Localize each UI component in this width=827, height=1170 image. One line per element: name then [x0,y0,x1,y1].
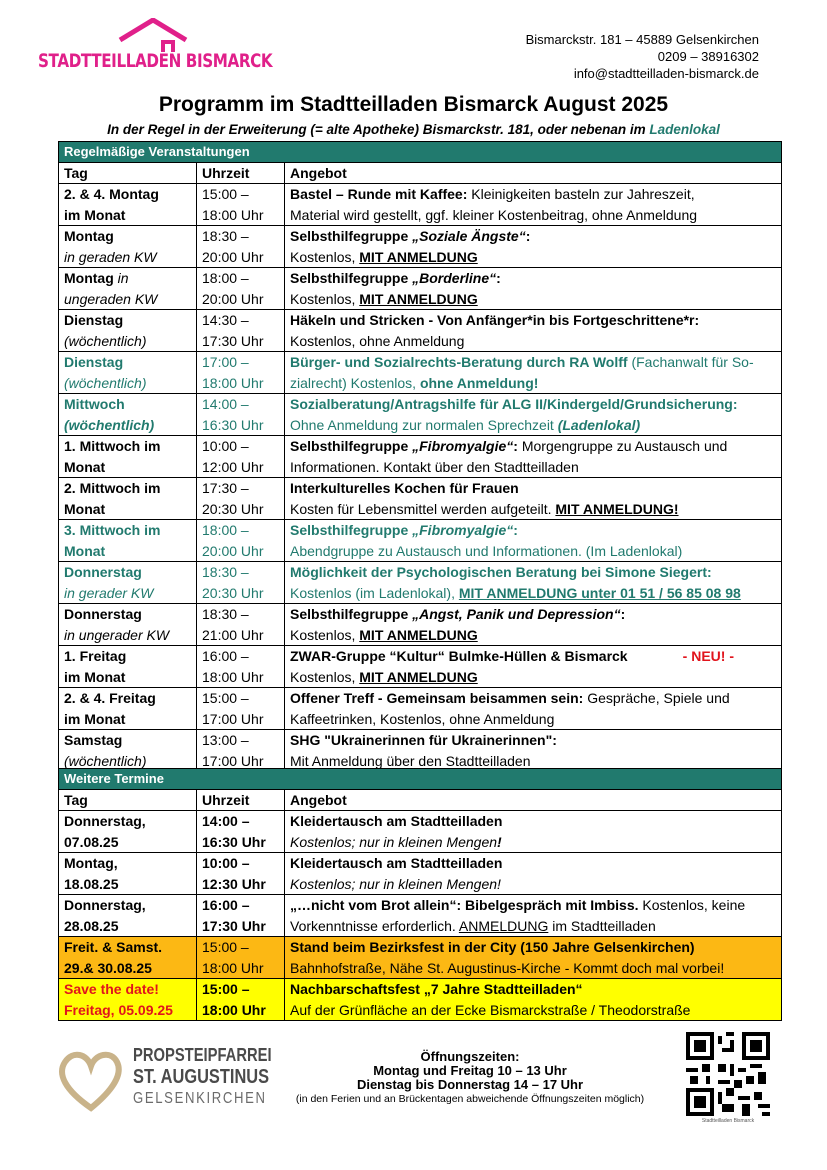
day-cell: Dienstag (wöchentlich) [59,310,197,352]
parish-logo-line3: GELSENKIRCHEN [133,1090,267,1107]
table-row [59,310,782,352]
section-header: Weitere Termine [59,769,782,790]
offer-cell: Selbsthilfegruppe „Soziale Ängste“: Kostenlos, MIT ANMELDUNG [285,226,782,268]
day-cell: Donnerstag in gerader KW [59,562,197,604]
table-row [59,520,782,562]
heart-icon [55,1044,127,1116]
time-cell: 17:30 – 20:30 Uhr [197,478,285,520]
time-cell: 16:00 – 18:00 Uhr [197,646,285,688]
page-subtitle [0,122,827,137]
table-row [59,811,782,853]
stadtteilladen-logo [38,18,273,80]
table-row [59,562,782,604]
time-cell: 14:00 – 16:30 Uhr [197,394,285,436]
qr-code-icon[interactable] [686,1032,770,1116]
qr-caption: Stadtteilladen Bismarck [701,1118,755,1124]
subtitle-location: Ladenlokal [649,122,720,137]
offer-cell: Stand beim Bezirksfest in der City (150 Jahre Gelsenkirchen) Bahnhofstraße, Nähe St. Augustinus-Kirche - Kommt doch mal vorbei! [285,937,782,979]
time-cell: 18:30 – 21:00 Uhr [197,604,285,646]
parish-logo-line1: PROPSTEIPFARREI [133,1045,272,1065]
opening-hours [280,1050,660,1106]
column-header-offer: Angebot [285,790,782,811]
day-cell: Mittwoch (wöchentlich) [59,394,197,436]
parish-logo-line2: ST. AUGUSTINUS [133,1066,270,1088]
time-cell: 15:00 – 18:00 Uhr [197,937,285,979]
time-cell: 10:00 – 12:00 Uhr [197,436,285,478]
table-row [59,352,782,394]
hours-title: Öffnungszeiten: [420,1049,520,1064]
logo-text: STADTTEILLADEN BISMARCK [38,50,273,72]
offer-cell: Selbsthilfegruppe „Fibromyalgie“: Abendgruppe zu Austausch und Informationen. (Im Ladenlokal) [285,520,782,562]
address-phone: 0209 – 38916302 [657,49,759,64]
table-row [59,268,782,310]
column-header-time: Uhrzeit [197,790,285,811]
hours-note: (in den Ferien und an Brückentagen abweichende Öffnungszeiten möglich) [295,1093,645,1105]
address-block [526,31,759,82]
offer-cell: Offener Treff - Gemeinsam beisammen sein: Gespräche, Spiele und Kaffeetrinken, Kostenlos, ohne Anmeldung [285,688,782,730]
offer-cell: Nachbarschaftsfest „7 Jahre Stadtteilladen“ Auf der Grünfläche an der Ecke Bismarckstraße / Theodorstraße [285,979,782,1021]
table-row [59,436,782,478]
table-row [59,478,782,520]
day-cell: Samstag (wöchentlich) [59,730,197,772]
day-cell: Donnerstag, 07.08.25 [59,811,197,853]
day-cell: Donnerstag, 28.08.25 [59,895,197,937]
day-cell: Dienstag (wöchentlich) [59,352,197,394]
table-row [59,394,782,436]
offer-cell: Bürger- und Sozialrechts-Beratung durch RA Wolff (Fachanwalt für So- zialrecht) Kostenlos, ohne Anmeldung! [285,352,782,394]
table-row [59,646,782,688]
day-cell: 2. & 4. Freitag im Monat [59,688,197,730]
table-row [59,604,782,646]
offer-cell: Selbsthilfegruppe „Angst, Panik und Depression“: Kostenlos, MIT ANMELDUNG [285,604,782,646]
day-cell: 1. Freitag im Monat [59,646,197,688]
table-row [59,688,782,730]
column-header-time: Uhrzeit [197,163,285,184]
table-row [59,853,782,895]
time-cell: 14:30 – 17:30 Uhr [197,310,285,352]
house-icon [118,18,188,54]
table-row-highlight [59,979,782,1021]
further-events-table [58,768,782,1021]
time-cell: 18:30 – 20:00 Uhr [197,226,285,268]
day-cell: Montag in geraden KW [59,226,197,268]
address-street: Bismarckstr. 181 – 45889 Gelsenkirchen [525,32,759,47]
day-cell: Montag in ungeraden KW [59,268,197,310]
offer-cell: Sozialberatung/Antragshilfe für ALG II/Kindergeld/Grundsicherung: Ohne Anmeldung zur normalen Sprechzeit (Ladenlokal) [285,394,782,436]
day-cell: Freit. & Samst. 29.& 30.08.25 [59,937,197,979]
time-cell: 15:00 – 18:00 Uhr [197,184,285,226]
time-cell: 14:00 – 16:30 Uhr [197,811,285,853]
subtitle-main: In der Regel in der Erweiterung (= alte Apotheke) Bismarckstr. 181, oder nebenan im [107,122,650,137]
time-cell: 10:00 – 12:30 Uhr [197,853,285,895]
column-header-day: Tag [59,163,197,184]
offer-cell: Kleidertausch am Stadtteilladen Kostenlos; nur in kleinen Mengen! [285,811,782,853]
table-row-highlight [59,937,782,979]
offer-cell: Kleidertausch am Stadtteilladen Kostenlos; nur in kleinen Mengen! [285,853,782,895]
time-cell: 15:00 – 17:00 Uhr [197,688,285,730]
offer-cell: „…nicht vom Brot allein“: Bibelgespräch mit Imbiss. Kostenlos, keine Vorkenntnisse erforderlich. ANMELDUNG im Stadtteilladen [285,895,782,937]
offer-cell: Selbsthilfegruppe „Fibromyalgie“: Morgengruppe zu Austausch und Informationen. Kontakt über den Stadtteilladen [285,436,782,478]
time-cell: 18:00 – 20:00 Uhr [197,520,285,562]
offer-cell: Interkulturelles Kochen für Frauen Kosten für Lebensmittel werden aufgeteilt. MIT ANMELDUNG! [285,478,782,520]
table-row [59,226,782,268]
offer-cell: Bastel – Runde mit Kaffee: Kleinigkeiten basteln zur Jahreszeit, Material wird gestellt, ggf. kleiner Kostenbeitrag, ohne Anmeldung [285,184,782,226]
offer-cell: SHG "Ukrainerinnen für Ukrainerinnen": Mit Anmeldung über den Stadtteilladen [285,730,782,772]
column-header-day: Tag [59,790,197,811]
time-cell: 15:00 – 18:00 Uhr [197,979,285,1021]
offer-cell: Möglichkeit der Psychologischen Beratung bei Simone Siegert: Kostenlos (im Ladenlokal), MIT ANMELDUNG unter 01 51 / 56 85 08 98 [285,562,782,604]
hours-line2: Dienstag bis Donnerstag 14 – 17 Uhr [356,1077,584,1092]
day-cell: 2. Mittwoch im Monat [59,478,197,520]
table-row [59,895,782,937]
day-cell: Save the date! Freitag, 05.09.25 [59,979,197,1021]
day-cell: Montag, 18.08.25 [59,853,197,895]
parish-logo [55,1040,285,1120]
offer-cell: Häkeln und Stricken - Von Anfänger*in bis Fortgeschrittene*r: Kostenlos, ohne Anmeldung [285,310,782,352]
time-cell: 18:00 – 20:00 Uhr [197,268,285,310]
new-badge: - NEU! - [682,648,734,664]
day-cell: Donnerstag in ungerader KW [59,604,197,646]
section-header: Regelmäßige Veranstaltungen [59,142,782,163]
time-cell: 17:00 – 18:00 Uhr [197,352,285,394]
hours-line1: Montag und Freitag 10 – 13 Uhr [373,1063,567,1078]
page-title: Programm im Stadtteilladen Bismarck August 2025 [158,93,669,116]
time-cell: 16:00 – 17:30 Uhr [197,895,285,937]
table-row [59,184,782,226]
time-cell: 18:30 – 20:30 Uhr [197,562,285,604]
offer-cell: - NEU! - ZWAR-Gruppe “Kultur“ Bulmke-Hüllen & Bismarck Kostenlos, MIT ANMELDUNG [285,646,782,688]
regular-events-table [58,141,782,772]
day-cell: 2. & 4. Montag im Monat [59,184,197,226]
table-row [59,730,782,772]
offer-cell: Selbsthilfegruppe „Borderline“: Kostenlos, MIT ANMELDUNG [285,268,782,310]
day-cell: 3. Mittwoch im Monat [59,520,197,562]
address-email[interactable]: info@stadtteilladen-bismarck.de [573,66,759,81]
day-cell: 1. Mittwoch im Monat [59,436,197,478]
time-cell: 13:00 – 17:00 Uhr [197,730,285,772]
column-header-offer: Angebot [285,163,782,184]
